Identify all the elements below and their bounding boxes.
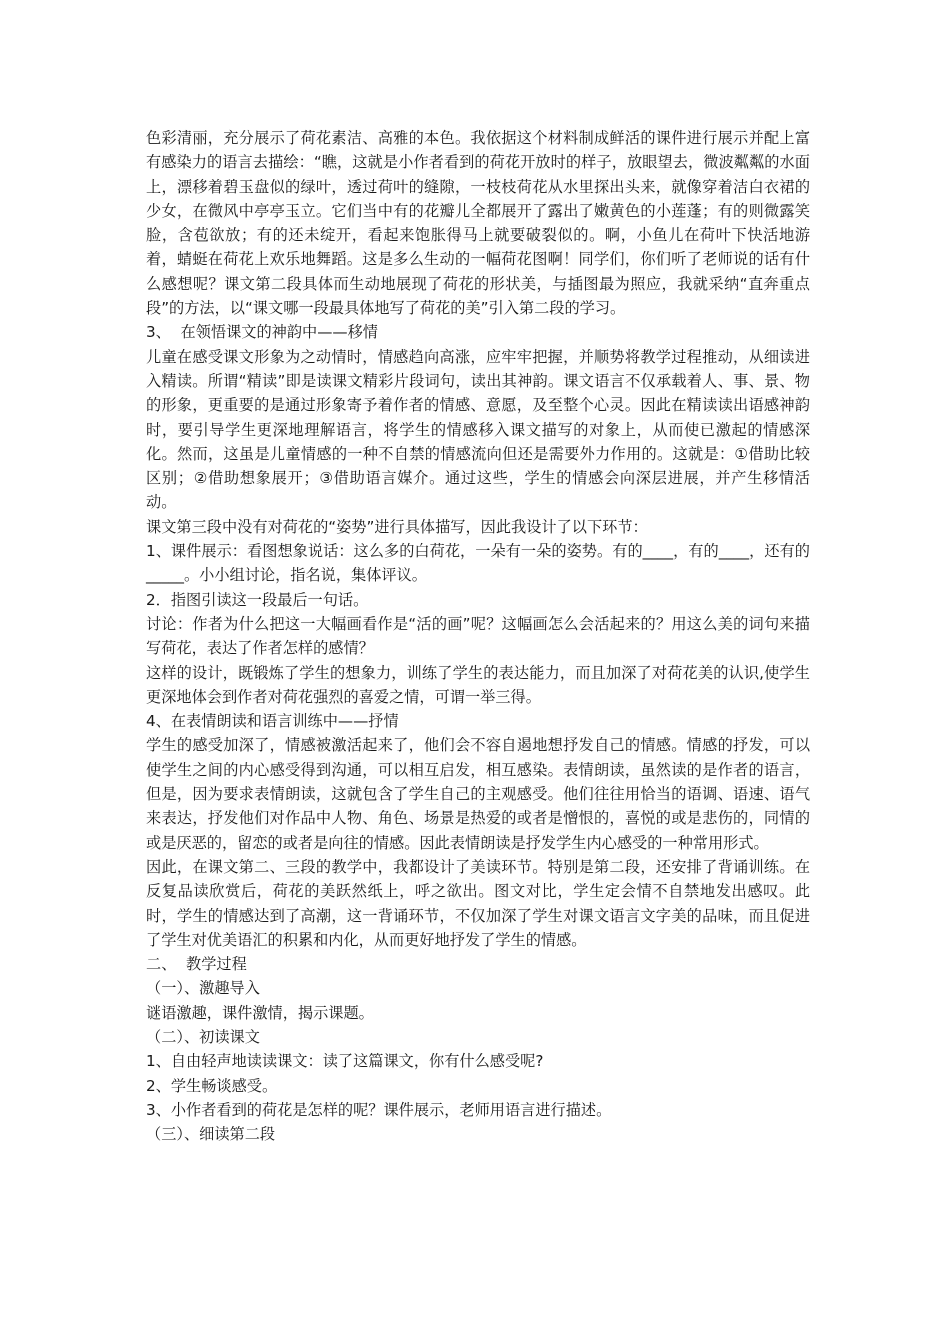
subheading-first-reading: （二）、初读课文	[146, 1027, 260, 1046]
paragraph-first-reading-2: 2、学生畅谈感受。	[146, 1076, 278, 1095]
paragraph-first-reading-1: 1、自由轻声地读读课文：读了这篇课文，你有什么感受呢?	[146, 1052, 544, 1071]
paragraph-recitation: 因此，在课文第二、三段的教学中，我都设计了美读环节。特别是第二段，还安排了背诵训练。在反复品读欣赏后，荷花的美跃然纸上，呼之欲出。图文对比，学生定会情不自禁地发出感叹。此时，学生的情感达到了高潮，这一背诵环节，不仅加深了学生对课文语言文字美的品味，而且促进了学生对优美语汇的积累和内化，从而更好地抒发了学生的情感。	[146, 857, 810, 949]
paragraph-discussion: 讨论：作者为什么把这一大幅画看作是“活的画”呢？这幅画怎么会活起来的？用这么美的词句来描写荷花，表达了作者怎样的感情？	[146, 614, 810, 658]
document-body	[146, 126, 810, 1146]
subheading-close-reading: （三）、细读第二段	[146, 1125, 276, 1144]
paragraph-lotus-description: 色彩清丽，充分展示了荷花素洁、高雅的本色。我依据这个材料制成鲜活的课件进行展示并配上富有感染力的语言去描绘：“瞧，这就是小作者看到的荷花开放时的样子，放眼望去，微波粼粼的水面上，漂移着碧玉盘似的绿叶，透过荷叶的缝隙，一枝枝荷花从水里探出头来，就像穿着洁白衣裙的少女，在微风中亭亭玉立。它们当中有的花瓣儿全都展开了露出了嫩黄色的小莲蓬；有的则微露笑脸，含苞欲放；有的还未绽开，看起来饱胀得马上就要破裂似的。啊，小鱼儿在荷叶下快活地游着，蜻蜓在荷花上欢乐地舞蹈。这是多么生动的一幅荷花图啊！同学们，你们听了老师说的话有什么感想呢？课文第二段具体而生动地展现了荷花的形状美，与插图最为照应，我就采纳“直奔重点段”的方法，以“课文哪一段最具体地写了荷花的美”引入第二段的学习。	[146, 129, 810, 318]
paragraph-step-1: 1、课件展示：看图想象说话：这么多的白荷花，一朵有一朵的姿势。有的____，有的____，还有的_____。小小组讨论，指名说，集体评议。	[146, 542, 810, 585]
paragraph-first-reading-3: 3、小作者看到的荷花是怎样的呢？课件展示，老师用语言进行描述。	[146, 1100, 612, 1119]
paragraph-empathy-explanation: 儿童在感受课文形象为之动情时，情感趋向高涨，应牢牢把握，并顺势将教学过程推动，从细读进入精读。所谓“精读”即是读课文精彩片段词句，读出其神韵。课文语言不仅承载着人、事、景、物的形象，更重要的是通过形象寄予着作者的情感、意愿，及至整个心灵。因此在精读读出语感神韵时，要引导学生更深地理解语言，将学生的情感移入课文描写的对象上，从而使已激起的情感深化。然而，这虽是儿童情感的一种不自禁的情感流向但还是需要外力作用的。这就是：①借助比较区别；②借助想象展开；③借助语言媒介。通过这些，学生的情感会向深层进展，并产生移情活动。	[146, 347, 810, 512]
heading-expressive-reading: 4、在表情朗读和语言训练中——抒情	[146, 712, 399, 731]
heading-teaching-process: 二、 教学过程	[146, 955, 247, 974]
paragraph-expressive-reading: 学生的感受加深了，情感被激活起来了，他们会不容自遏地想抒发自己的情感。情感的抒发，可以使学生之间的内心感受得到沟通，可以相互启发，相互感染。表情朗读，虽然读的是作者的语言，但是，因为要求表情朗读，这就包含了学生自己的主观感受。他们往往用恰当的语调、语速、语气来表达，抒发他们对作品中人物、角色、场景是热爱的或者是憎恨的，喜悦的或是悲伤的，同情的或是厌恶的，留恋的或者是向往的情感。因此表情朗读是抒发学生内心感受的一种常用形式。	[146, 736, 810, 852]
paragraph-step-2: 2．指图引读这一段最后一句话。	[146, 590, 369, 609]
paragraph-third-section-intro: 课文第三段中没有对荷花的“姿势”进行具体描写，因此我设计了以下环节：	[146, 517, 648, 536]
subheading-introduction: （一）、激趣导入	[146, 979, 260, 998]
heading-empathy: 3、 在领悟课文的神韵中——移情	[146, 323, 378, 342]
paragraph-design-summary: 这样的设计，既锻炼了学生的想象力，训练了学生的表达能力，而且加深了对荷花美的认识,使学生更深地体会到作者对荷花强烈的喜爱之情，可谓一举三得。	[146, 663, 810, 706]
paragraph-introduction: 谜语激趣，课件激情，揭示课题。	[146, 1003, 374, 1022]
